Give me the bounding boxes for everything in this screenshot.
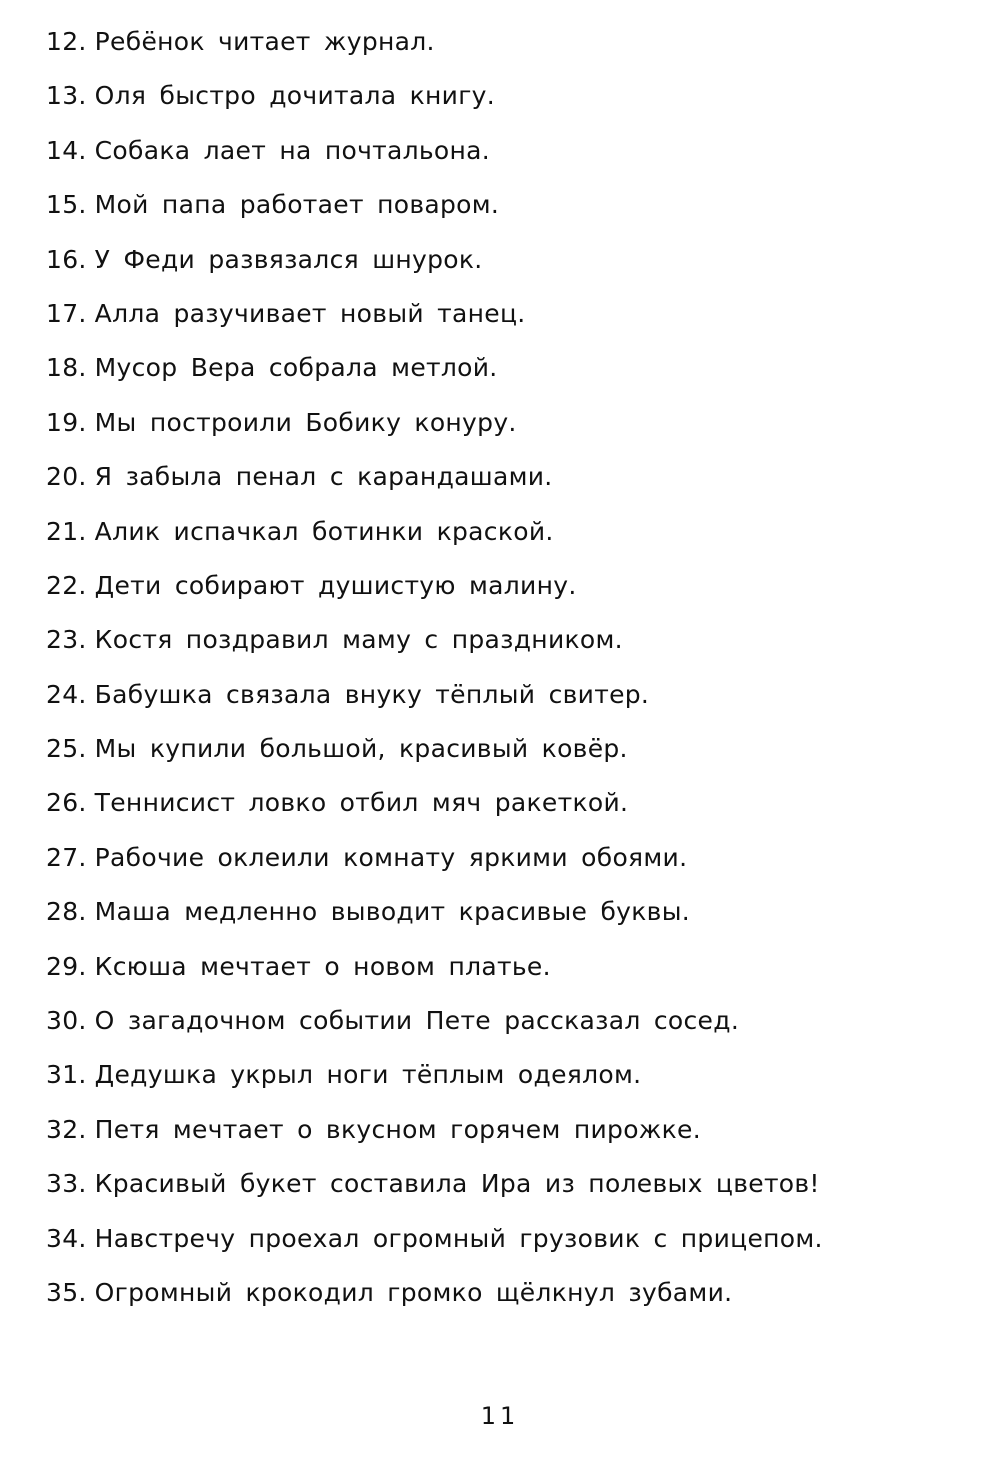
list-item bbox=[46, 512, 823, 566]
item-number: 32. bbox=[46, 1114, 87, 1144]
list-item bbox=[46, 675, 823, 729]
item-number: 24. bbox=[46, 679, 87, 709]
item-number: 23. bbox=[46, 625, 87, 655]
list-item bbox=[46, 1219, 823, 1273]
item-text: Дедушка укрыл ноги тёплым одеялом. bbox=[94, 1060, 642, 1090]
item-text: Мой папа работает поваром. bbox=[94, 190, 500, 220]
list-item bbox=[46, 131, 823, 185]
item-number: 17. bbox=[46, 298, 87, 328]
item-text: О загадочном событии Пете рассказал сосед. bbox=[94, 1006, 740, 1036]
item-number: 12. bbox=[46, 27, 87, 56]
item-text: Ребёнок читает журнал. bbox=[94, 27, 435, 56]
item-number: 28. bbox=[46, 897, 87, 927]
list-item bbox=[46, 294, 823, 348]
item-text: Огромный крокодил громко щёлкнул зубами. bbox=[94, 1277, 733, 1307]
item-number: 35. bbox=[46, 1277, 87, 1307]
item-text: Красивый букет составила Ира из полевых цветов! bbox=[94, 1169, 820, 1199]
item-text: Мы построили Бобику конуру. bbox=[94, 407, 517, 437]
item-number: 15. bbox=[46, 190, 87, 220]
item-text: Петя мечтает о вкусном горячем пирожке. bbox=[94, 1114, 701, 1144]
item-number: 29. bbox=[46, 951, 87, 981]
item-text: Дети собирают душистую малину. bbox=[94, 570, 577, 600]
item-number: 26. bbox=[46, 788, 87, 818]
page-number: 11 bbox=[480, 1402, 520, 1430]
item-number: 19. bbox=[46, 407, 87, 437]
item-text: Рабочие оклеили комнату яркими обоями. bbox=[94, 842, 688, 872]
item-text: Мусор Вера собрала метлой. bbox=[94, 353, 498, 383]
list-item bbox=[46, 1001, 823, 1055]
list-item bbox=[46, 348, 823, 402]
list-item bbox=[46, 76, 823, 130]
item-text: У Феди развязался шнурок. bbox=[94, 244, 483, 274]
sentence-list bbox=[46, 22, 823, 1327]
list-item bbox=[46, 185, 823, 239]
list-item bbox=[46, 240, 823, 294]
item-number: 31. bbox=[46, 1060, 87, 1090]
item-text: Теннисист ловко отбил мяч ракеткой. bbox=[94, 788, 629, 818]
item-text: Бабушка связала внуку тёплый свитер. bbox=[94, 679, 650, 709]
item-text: Алик испачкал ботинки краской. bbox=[94, 516, 554, 546]
item-text: Ксюша мечтает о новом платье. bbox=[94, 951, 551, 981]
list-item bbox=[46, 620, 823, 674]
item-text: Навстречу проехал огромный грузовик с прицепом. bbox=[94, 1223, 823, 1253]
item-number: 25. bbox=[46, 734, 87, 764]
item-text: Костя поздравил маму с праздником. bbox=[94, 625, 623, 655]
item-number: 27. bbox=[46, 842, 87, 872]
item-number: 13. bbox=[46, 81, 87, 111]
item-text: Оля быстро дочитала книгу. bbox=[94, 81, 495, 111]
list-item bbox=[46, 1110, 823, 1164]
item-number: 33. bbox=[46, 1169, 87, 1199]
item-number: 14. bbox=[46, 135, 87, 165]
item-number: 20. bbox=[46, 462, 87, 492]
list-item bbox=[46, 947, 823, 1001]
item-number: 18. bbox=[46, 353, 87, 383]
list-item bbox=[46, 783, 823, 837]
list-item bbox=[46, 457, 823, 511]
list-item bbox=[46, 1055, 823, 1109]
item-text: Алла разучивает новый танец. bbox=[94, 298, 526, 328]
list-item bbox=[46, 403, 823, 457]
item-number: 21. bbox=[46, 516, 87, 546]
list-item bbox=[46, 566, 823, 620]
item-text: Я забыла пенал с карандашами. bbox=[94, 462, 553, 492]
list-item bbox=[46, 729, 823, 783]
item-number: 30. bbox=[46, 1006, 87, 1036]
item-number: 34. bbox=[46, 1223, 87, 1253]
item-text: Собака лает на почтальона. bbox=[94, 135, 491, 165]
item-number: 22. bbox=[46, 570, 87, 600]
item-text: Мы купили большой, красивый ковёр. bbox=[94, 734, 628, 764]
item-number: 16. bbox=[46, 244, 87, 274]
list-item bbox=[46, 22, 823, 76]
list-item bbox=[46, 1273, 823, 1327]
item-text: Маша медленно выводит красивые буквы. bbox=[94, 897, 690, 927]
list-item bbox=[46, 838, 823, 892]
list-item bbox=[46, 892, 823, 946]
list-item bbox=[46, 1164, 823, 1218]
